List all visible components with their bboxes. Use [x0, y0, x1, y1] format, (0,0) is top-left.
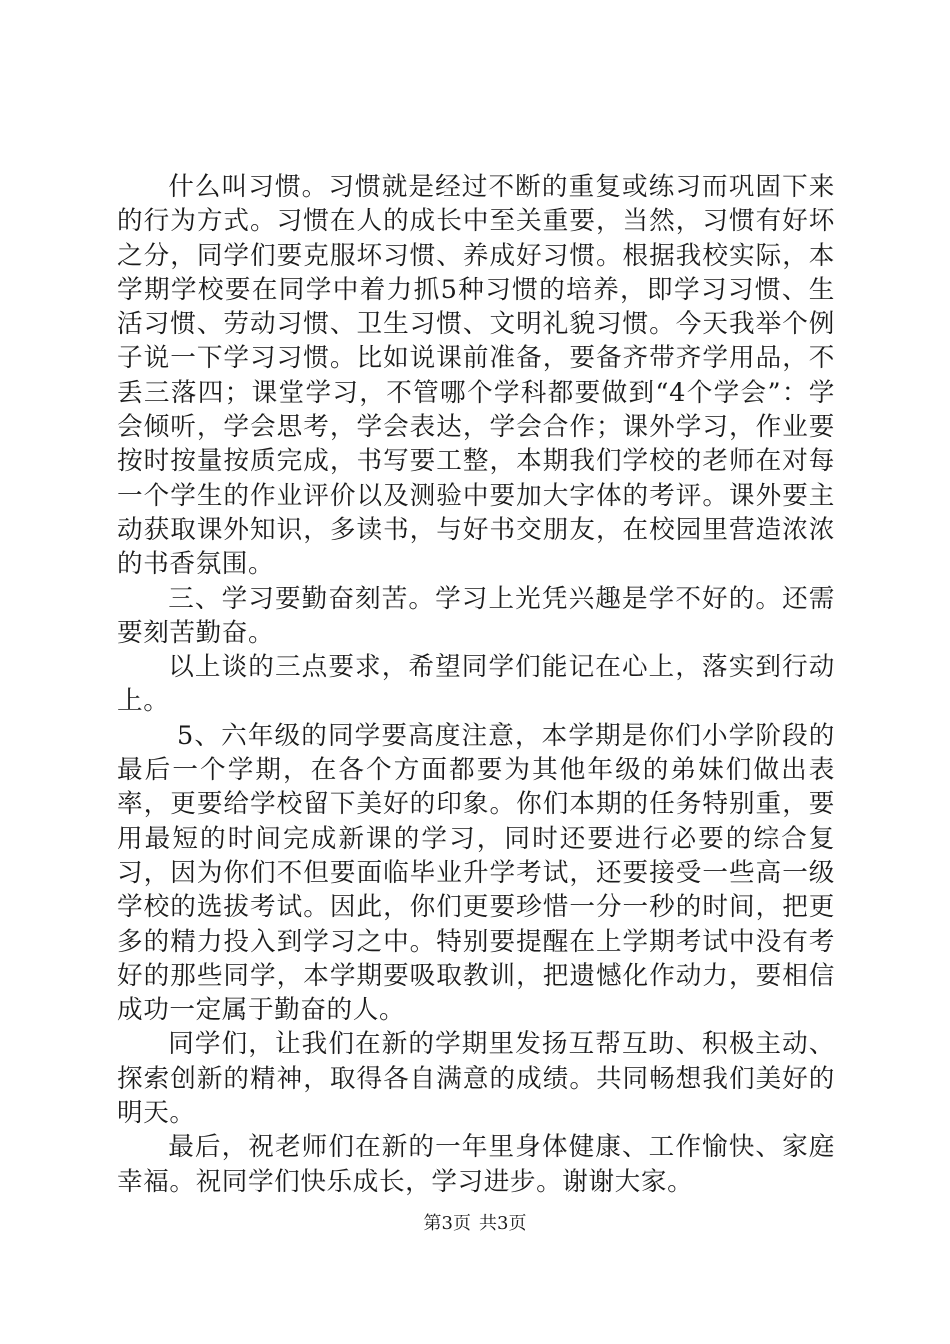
page-total: 共3页 — [479, 1213, 527, 1234]
paragraph-summary: 以上谈的三点要求，希望同学们能记在心上，落实到行动上。 — [117, 652, 835, 717]
paragraph-grade-six: 5、六年级的同学要高度注意，本学期是你们小学阶段的最后一个学期，在各个方面都要为其他年级的弟妹们做出表率，更要给学校留下美好的印象。你们本期的任务特别重，要用最短的时间完成新课的学习，同时还要进行必要的综合复习，因为你们不但要面临毕业升学考试，还要接受一些高一级学校的选拔考试。因此，你们更要珍惜一分一秒的时间，把更多的精力投入到学习之中。特别要提醒在上学期考试中没有考好的那些同学，本学期要吸取教训，把遗憾化作动力，要相信成功一定属于勤奋的人。 — [117, 720, 835, 1026]
page-footer — [0, 1213, 950, 1235]
paragraph-closing: 最后，祝老师们在新的一年里身体健康、工作愉快、家庭幸福。祝同学们快乐成长，学习进步。谢谢大家。 — [117, 1132, 835, 1197]
document-body — [117, 170, 835, 1199]
page-number: 第3页 — [423, 1213, 471, 1234]
paragraph-point-three: 三、学习要勤奋刻苦。学习上光凭兴趣是学不好的。还需要刻苦勤奋。 — [117, 583, 835, 648]
paragraph-encouragement: 同学们，让我们在新的学期里发扬互帮互助、积极主动、探索创新的精神，取得各自满意的成绩。共同畅想我们美好的明天。 — [117, 1029, 835, 1129]
paragraph-habits: 什么叫习惯。习惯就是经过不断的重复或练习而巩固下来的行为方式。习惯在人的成长中至关重要，当然，习惯有好坏之分，同学们要克服坏习惯、养成好习惯。根据我校实际，本学期学校要在同学中着力抓5种习惯的培养，即学习习惯、生活习惯、劳动习惯、卫生习惯、文明礼貌习惯。今天我举个例子说一下学习习惯。比如说课前准备，要备齐带齐学用品，不丢三落四；课堂学习，不管哪个学科都要做到“4个学会”：学会倾听，学会思考，学会表达，学会合作；课外学习，作业要按时按量按质完成，书写要工整，本期我们学校的老师在对每一个学生的作业评价以及测验中要加大字体的考评。课外要主动获取课外知识，多读书，与好书交朋友，在校园里营造浓浓的书香氛围。 — [117, 172, 835, 580]
